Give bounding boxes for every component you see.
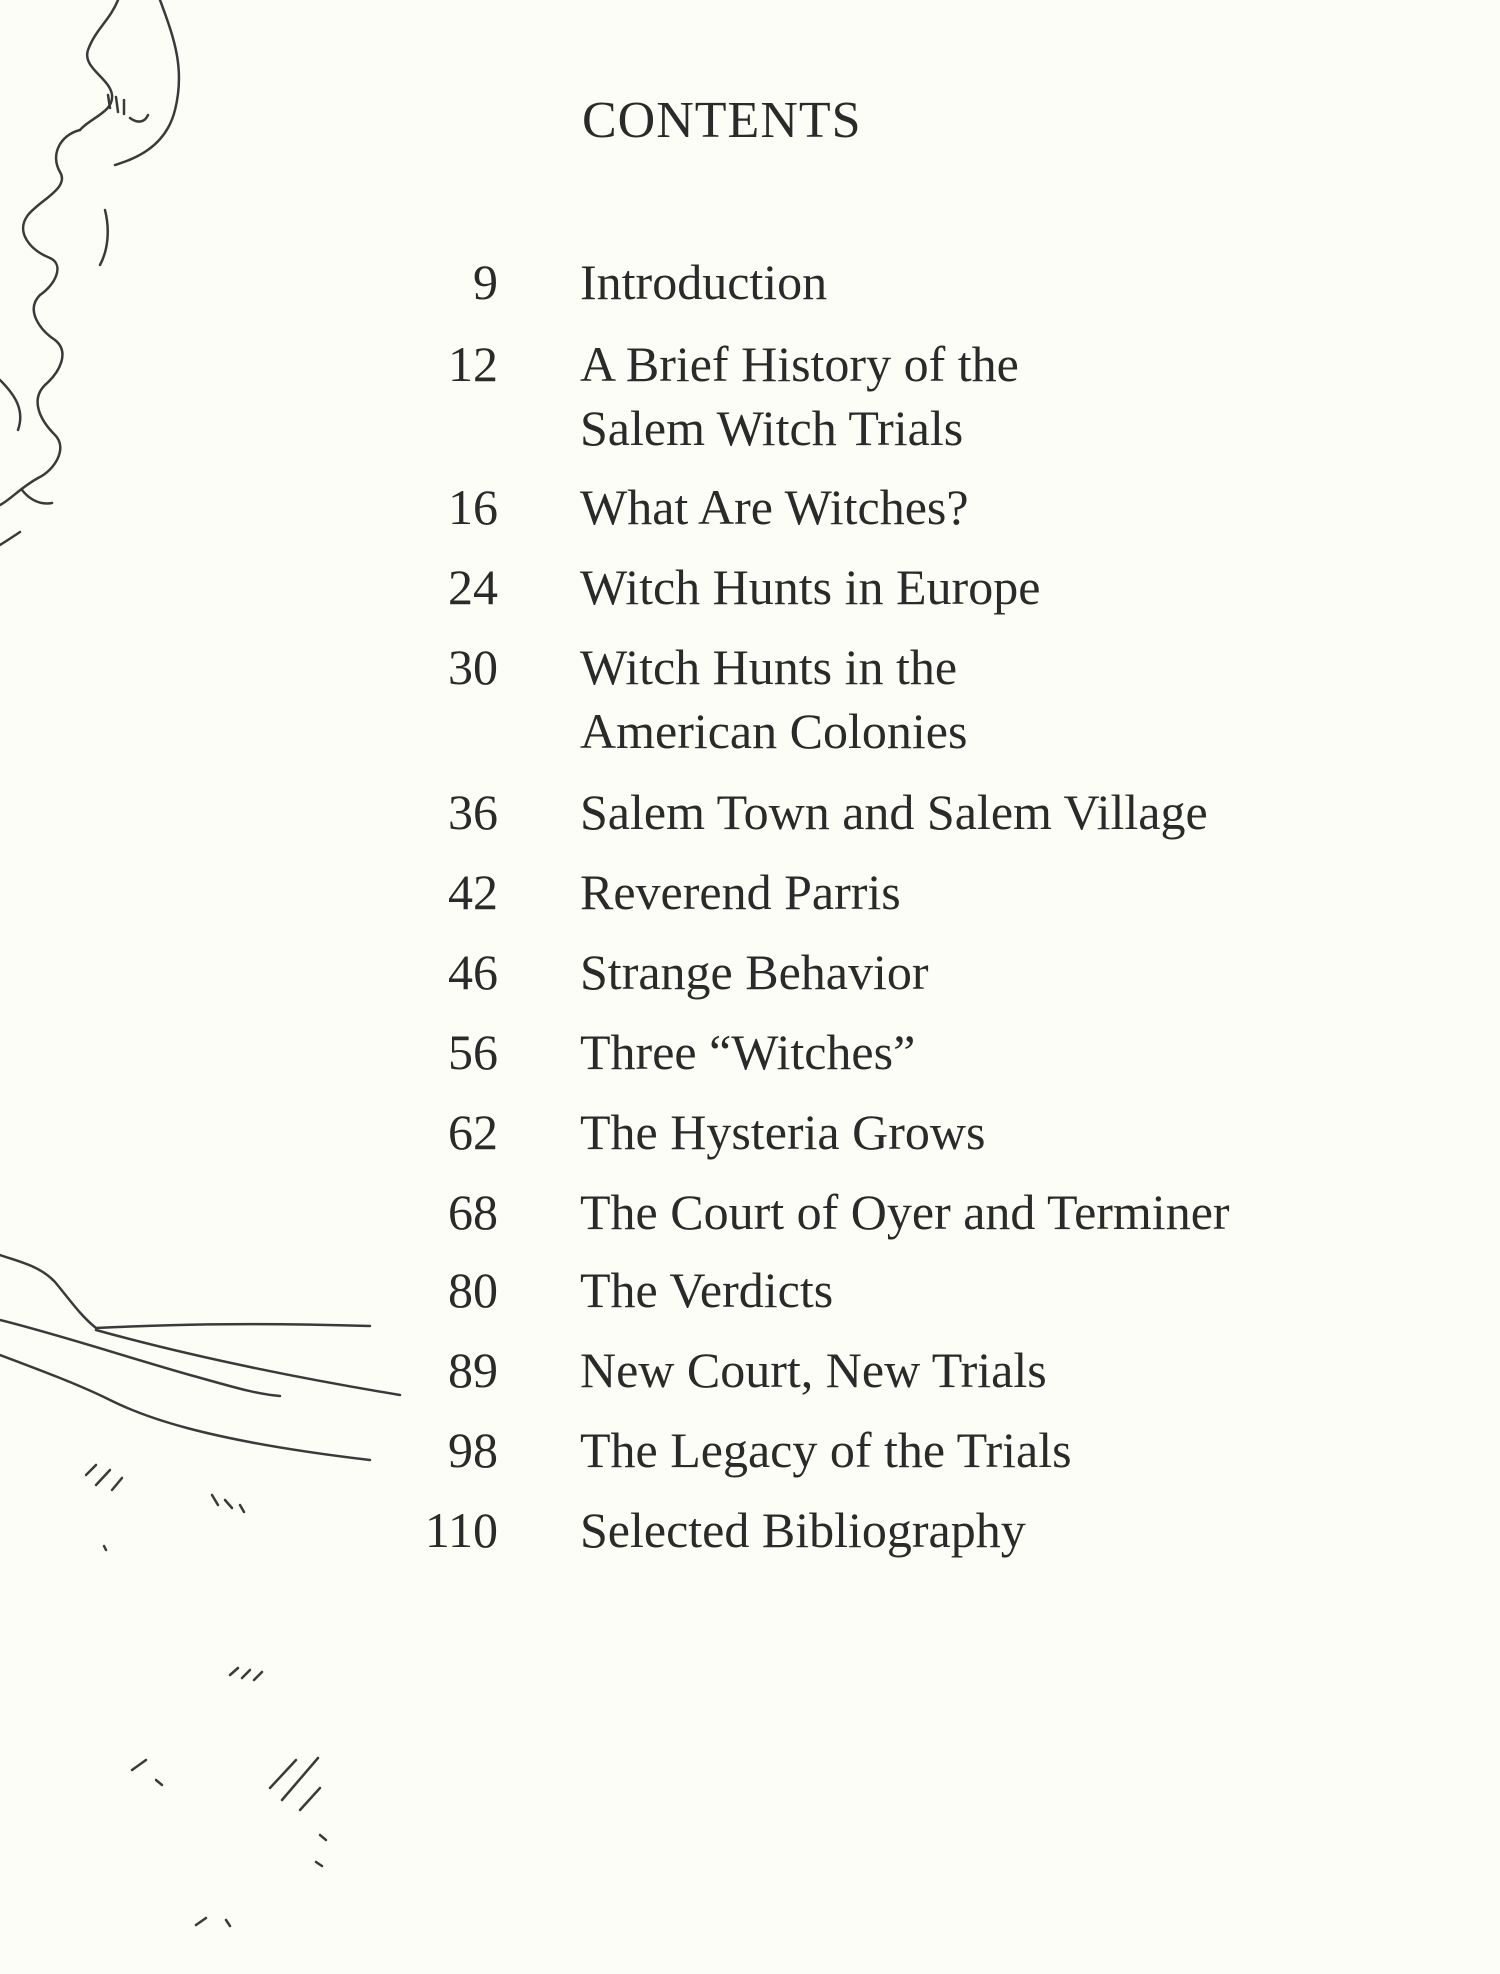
toc-title-line: The Court of Oyer and Terminer <box>580 1184 1230 1240</box>
toc-title <box>580 555 1040 619</box>
toc-title-line: Reverend Parris <box>580 864 901 920</box>
toc-page-number: 89 <box>448 1342 498 1398</box>
toc-title-line: American Colonies <box>580 703 968 759</box>
toc-page-number: 56 <box>448 1024 498 1080</box>
toc-title-line: Selected Bibliography <box>580 1502 1026 1558</box>
toc-title-line: The Verdicts <box>580 1262 834 1318</box>
toc-title-line: Salem Witch Trials <box>580 400 964 456</box>
toc-title <box>580 1498 1026 1562</box>
toc-page-number: 98 <box>448 1422 498 1478</box>
toc-page-number: 42 <box>448 864 498 920</box>
page-title: CONTENTS <box>582 92 862 149</box>
toc-page-number: 30 <box>448 639 498 695</box>
toc-page-number: 80 <box>448 1262 498 1318</box>
toc-title-line: The Legacy of the Trials <box>580 1422 1072 1478</box>
toc-title-line: What Are Witches? <box>580 479 969 535</box>
toc-title <box>580 475 969 539</box>
toc-page-number: 62 <box>448 1104 498 1160</box>
toc-title <box>580 332 1019 460</box>
toc-title-line: Strange Behavior <box>580 944 929 1000</box>
toc-title <box>580 1180 1230 1244</box>
toc-title <box>580 250 827 314</box>
toc-title <box>580 780 1208 844</box>
toc-title <box>580 635 967 763</box>
toc-title <box>580 1100 985 1164</box>
toc-title-line: Three “Witches” <box>580 1024 916 1080</box>
toc-page-number: 16 <box>448 479 498 535</box>
toc-title <box>580 1020 915 1084</box>
toc-page-number: 68 <box>448 1184 498 1240</box>
toc-page-number: 12 <box>448 336 498 392</box>
toc-title-line: Witch Hunts in the <box>580 639 958 695</box>
toc-title-line: New Court, New Trials <box>580 1342 1047 1398</box>
toc-title <box>580 860 901 924</box>
toc-title <box>580 1258 833 1322</box>
toc-page-number: 110 <box>424 1502 498 1558</box>
toc-title <box>580 940 929 1004</box>
toc-title-line: The Hysteria Grows <box>580 1104 986 1160</box>
toc-title-line: Introduction <box>580 254 828 310</box>
toc-title <box>580 1338 1047 1402</box>
toc-page-number: 36 <box>448 784 498 840</box>
toc-title-line: A Brief History of the <box>580 336 1019 392</box>
toc-title-line: Witch Hunts in Europe <box>580 559 1041 615</box>
toc-title-line: Salem Town and Salem Village <box>580 784 1208 840</box>
toc-page-number: 24 <box>448 559 498 615</box>
toc-title <box>580 1418 1072 1482</box>
toc-page-number: 9 <box>473 254 498 310</box>
toc-page-number: 46 <box>448 944 498 1000</box>
